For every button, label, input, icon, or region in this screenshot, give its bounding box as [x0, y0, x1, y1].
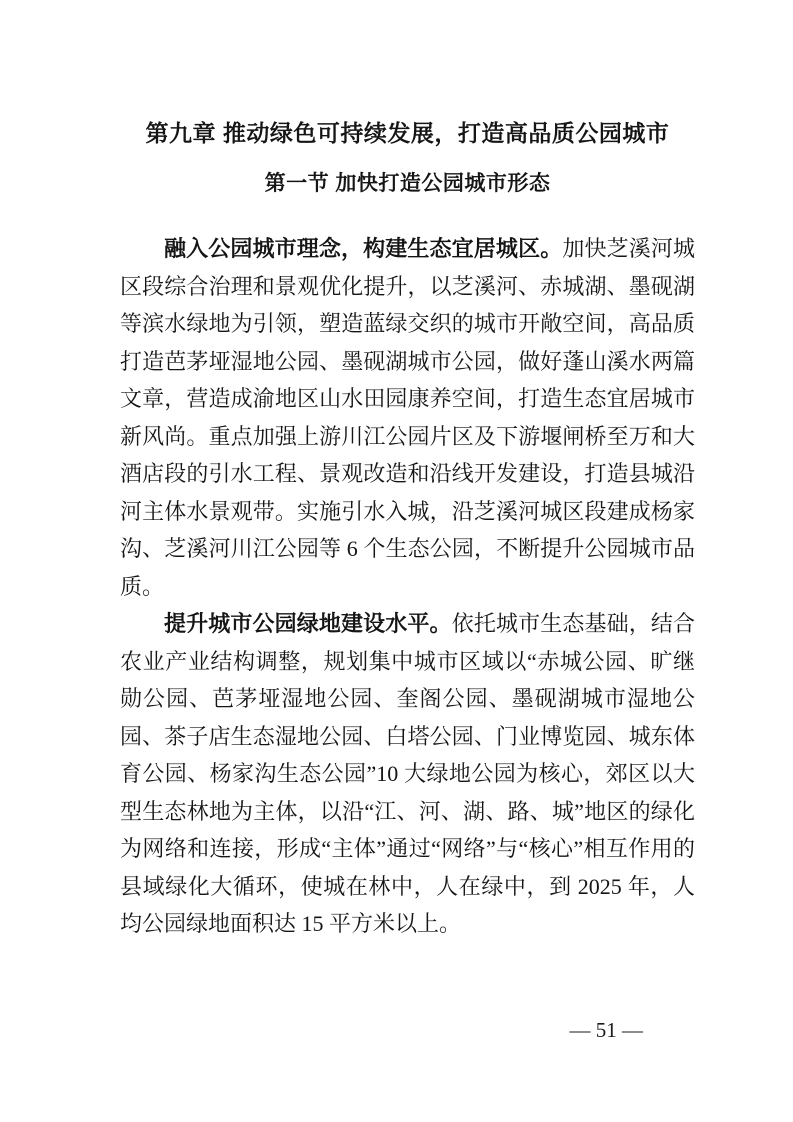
paragraph-text: 依托城市生态基础，结合农业产业结构调整，规划集中城市区域以“赤城公园、旷继勋公园、芭茅垭湿地公园、奎阁公园、墨砚湖城市湿地公园、茶子店生态湿地公园、白塔公园、门业博览园、城东体育公园、杨家沟生态公园”10 大绿地公园为核心，郊区以大型生态林地为主体，以沿“江、河、湖、路、城”地区的绿化为网络和连接，形成“主体”通过“网络”与“核心”相互作用的县域绿化大循环，使城在林中，人在绿中，到 2025 年，人均公园绿地面积达 15 平方米以上。: [120, 611, 695, 936]
chapter-heading: 第九章 推动绿色可持续发展，打造高品质公园城市: [145, 120, 670, 146]
paragraph: [120, 230, 695, 605]
paragraph-lead: 提升城市公园绿地建设水平。: [164, 611, 452, 636]
body-text: [120, 230, 695, 943]
page-number: — 51 —: [569, 1018, 643, 1042]
paragraph-lead: 融入公园城市理念，构建生态宜居城区。: [164, 236, 563, 261]
section-heading: 第一节 加快打造公园城市形态: [264, 172, 551, 195]
paragraph-text: 加快芝溪河城区段综合治理和景观优化提升，以芝溪河、赤城湖、墨砚湖等滨水绿地为引领，塑造蓝绿交织的城市开敞空间，高品质打造芭茅垭湿地公园、墨砚湖城市公园，做好蓬山溪水两篇文章，营造成渝地区山水田园康养空间，打造生态宜居城市新风尚。重点加强上游川江公园片区及下游堰闸桥至万和大酒店段的引水工程、景观改造和沿线开发建设，打造县城沿河主体水景观带。实施引水入城，沿芝溪河城区段建成杨家沟、芝溪河川江公园等 6 个生态公园，不断提升公园城市品质。: [120, 236, 695, 599]
paragraph: [120, 605, 695, 943]
